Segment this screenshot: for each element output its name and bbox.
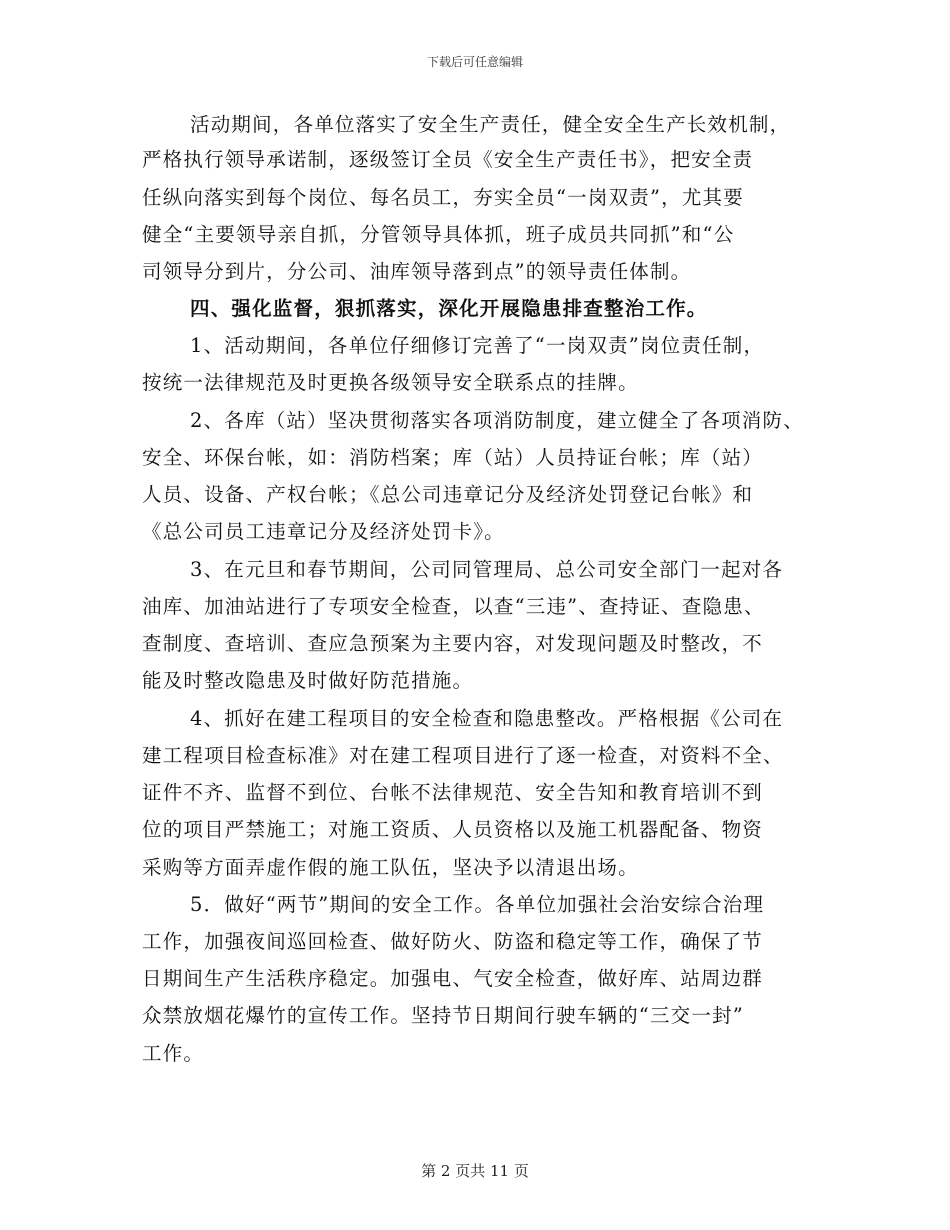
page-footer: 第 2 页共 11 页 [421, 1162, 529, 1180]
text-line: 工作。 [142, 1042, 205, 1065]
text-line: 活动期间，各单位落实了安全生产责任，健全安全生产长效机制， [190, 113, 791, 136]
section-heading: 四、强化监督，狠抓落实，深化开展隐患排查整治工作。 [190, 297, 708, 320]
text-line: 查制度、查培训、查应急预案为主要内容，对发现问题及时整改，不 [142, 632, 764, 655]
text-line: 《总公司员工违章记分及经济处罚卡》。 [142, 520, 505, 543]
text-line: 1、活动期间，各单位仔细修订完善了“一岗双责”岗位责任制， [190, 334, 765, 357]
text-line: 严格执行领导承诺制，逐级签订全员《安全生产责任书》，把安全责 [142, 148, 754, 171]
text-line: 油库、加油站进行了专项安全检查，以查“三违”、查持证、查隐患、 [142, 595, 765, 618]
text-line: 工作，加强夜间巡回检查、做好防火、防盗和稳定等工作，确保了节 [142, 930, 764, 953]
page-header: 下载后可任意编辑 [426, 55, 523, 69]
text-line: 众禁放烟花爆竹的宣传工作。坚持节日期间行驶车辆的“三交一封” [142, 1004, 744, 1027]
text-line: 按统一法律规范及时更换各级领导安全联系点的挂牌。 [142, 371, 639, 394]
text-line: 3、在元旦和春节期间，公司同管理局、总公司安全部门一起对各 [190, 558, 784, 581]
text-line: 日期间生产生活秩序稳定。加强电、气安全检查，做好库、站周边群 [142, 967, 764, 990]
text-line: 2、各库（站）坚决贯彻落实各项消防制度，建立健全了各项消防、 [190, 409, 804, 432]
text-line: 位的项目严禁施工；对施工资质、人员资格以及施工机器配备、物资 [142, 818, 764, 841]
text-line: 能及时整改隐患及时做好防范措施。 [142, 669, 474, 692]
text-line: 4、抓好在建工程项目的安全检查和隐患整改。严格根据《公司在 [190, 707, 784, 730]
text-line: 任纵向落实到每个岗位、每名员工，夯实全员“一岗双责”，尤其要 [142, 186, 744, 209]
text-line: 5．做好“两节”期间的安全工作。各单位加强社会治安综合治理 [190, 893, 765, 916]
text-line: 建工程项目检查标准》对在建工程项目进行了逐一检查，对资料不全、 [142, 744, 784, 767]
text-line: 采购等方面弄虚作假的施工队伍，坚决予以清退出场。 [142, 856, 639, 879]
text-line: 安全、环保台帐，如：消防档案；库（站）人员持证台帐；库（站） [142, 446, 764, 469]
text-line: 司领导分到片，分公司、油库领导落到点”的领导责任体制。 [142, 260, 692, 283]
text-line: 证件不齐、监督不到位、台帐不法律规范、安全告知和教育培训不到 [142, 781, 764, 804]
text-line: 健全“主要领导亲自抓，分管领导具体抓，班子成员共同抓”和“公 [142, 223, 735, 246]
text-line: 人员、设备、产权台帐；《总公司违章记分及经济处罚登记台帐》和 [142, 483, 754, 506]
